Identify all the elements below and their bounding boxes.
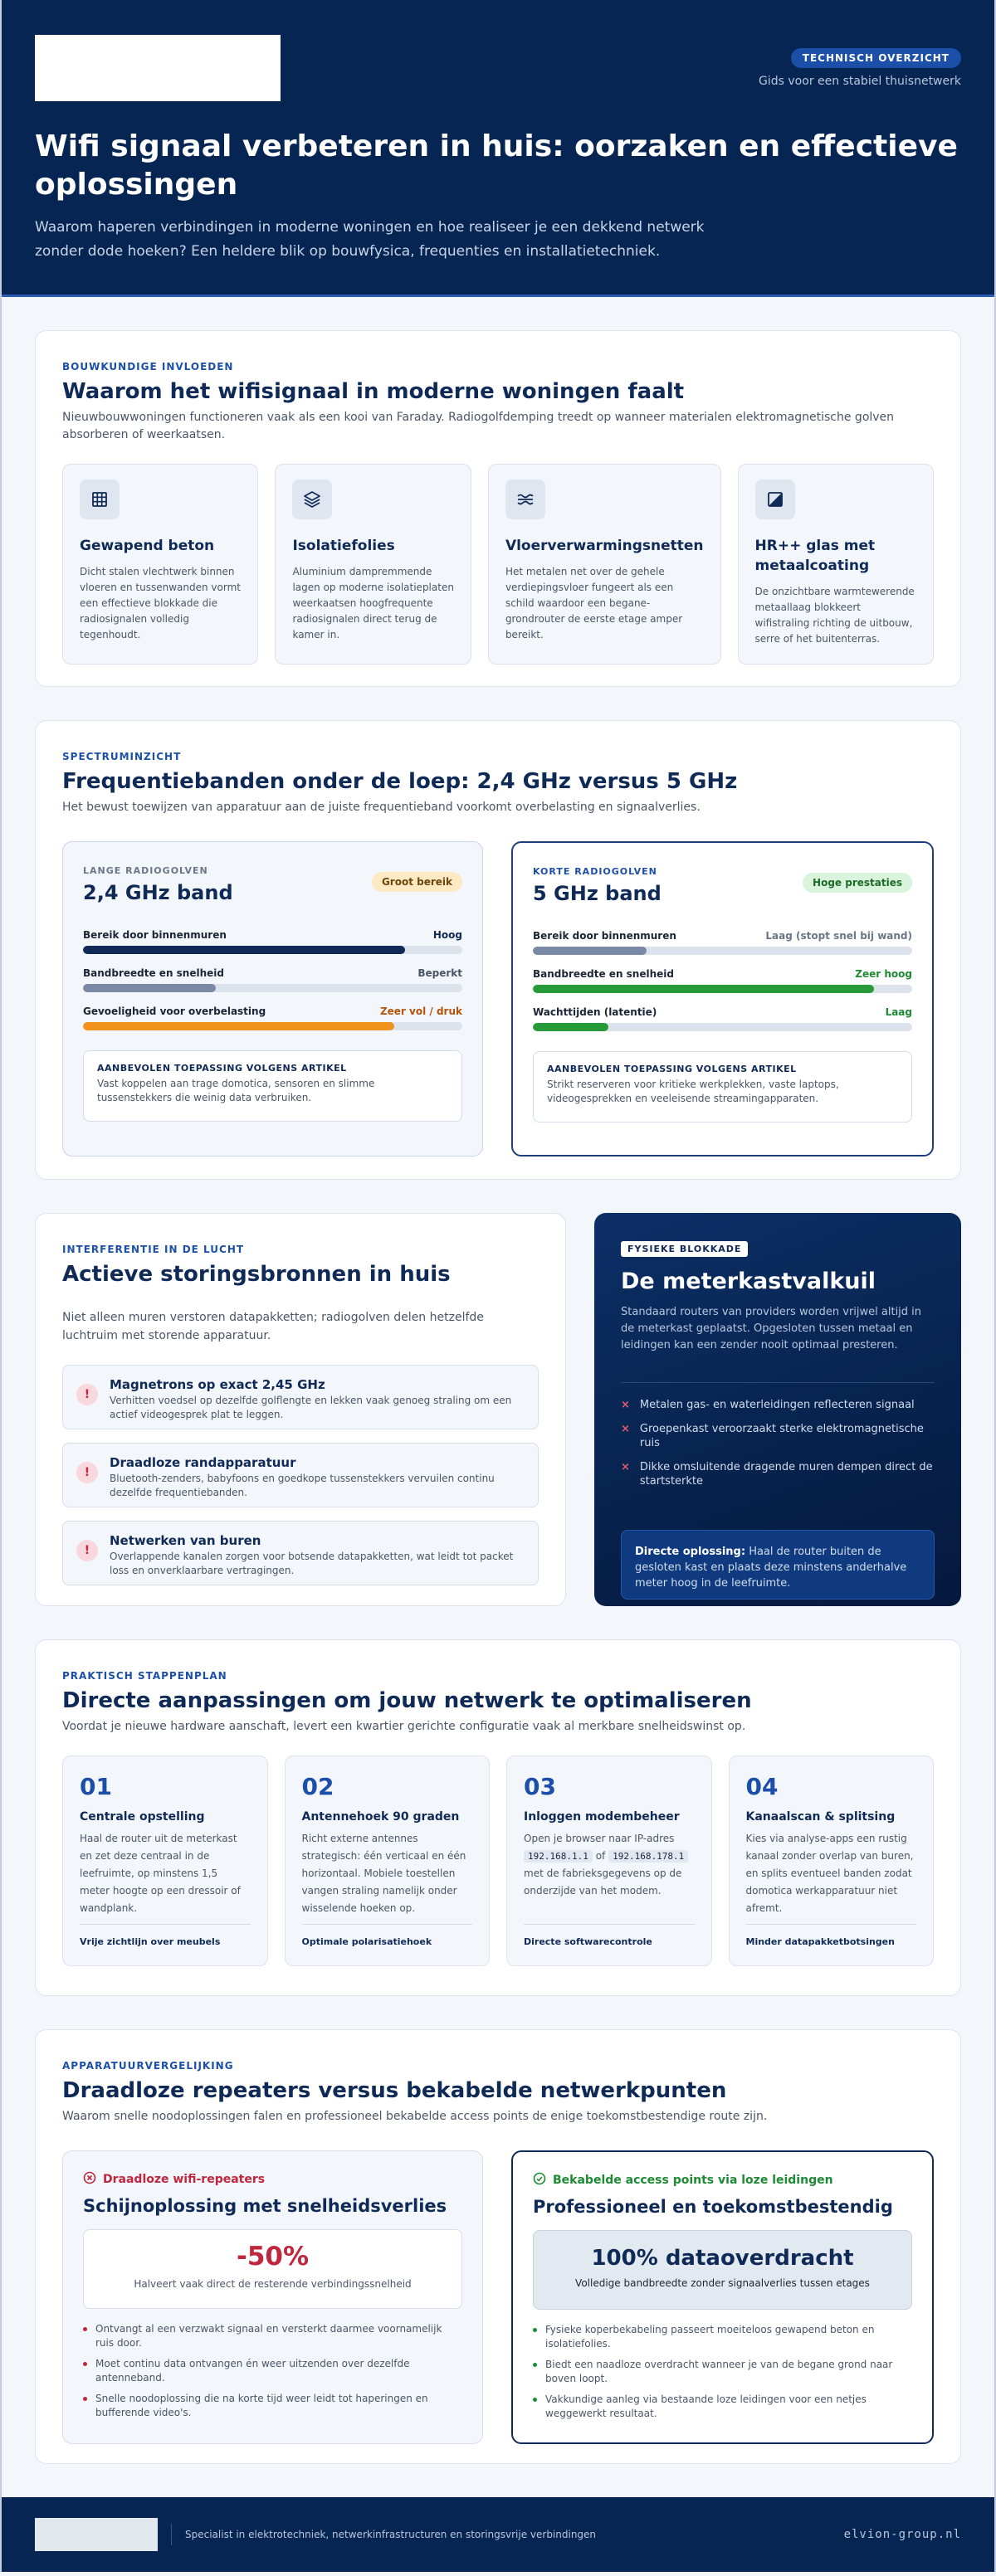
band-pill: Hoge prestaties xyxy=(803,873,912,893)
materials-grid xyxy=(62,464,934,665)
meter-fill xyxy=(83,1022,394,1030)
alert-icon: ! xyxy=(76,1540,98,1561)
card-title: Schijnoplossing met snelheidsverlies xyxy=(83,2196,447,2216)
section-title: Frequentiebanden onder de loep: 2,4 GHz versus 5 GHz xyxy=(62,769,738,794)
material-text: Het metalen net over de gehele verdiepingsvloer fungeert als een schild waardoor een begane-grondrouter de eerste etage amper bereikt. xyxy=(505,566,683,640)
step-text-part: met de fabrieksgegevens op de onderzijde van het modem. xyxy=(524,1867,682,1897)
step-number: 02 xyxy=(301,1773,334,1800)
recommendation-box xyxy=(83,1050,462,1122)
list-item xyxy=(83,2322,462,2350)
interference-row xyxy=(35,1213,961,1606)
bullet-icon xyxy=(533,2328,537,2332)
list-item xyxy=(83,2392,462,2420)
step-text: Haal de router uit de meterkast en zet deze centraal in de leefruimte, op minstens 1,5 meter hoogte op een dressoir of wandplank. xyxy=(80,1833,241,1914)
section-eyebrow: INTERFERENTIE IN DE LUCHT xyxy=(62,1244,245,1255)
steps-section xyxy=(35,1639,961,1996)
bullet-icon xyxy=(83,2397,87,2401)
recommendation-title: AANBEVOLEN TOEPASSING VOLGENS ARTIKEL xyxy=(97,1063,347,1074)
spectrum-section xyxy=(35,720,961,1180)
meter-fill xyxy=(533,947,647,955)
step-text: Kies via analyse-apps een rustig kanaal zonder overlap van buren, en splits eventueel banden zodat domotica werkapparatuur niet afremt. xyxy=(745,1833,914,1914)
recommendation-box xyxy=(533,1051,912,1122)
step-footnote: Minder datapakketbotsingen xyxy=(746,1924,917,1947)
band-pill: Groot bereik xyxy=(372,872,462,892)
step-number: 03 xyxy=(524,1773,556,1800)
step-card xyxy=(506,1755,712,1966)
band-meters xyxy=(533,930,912,1031)
compare-section xyxy=(35,2029,961,2464)
material-text: Aluminium dampremmende lagen op moderne isolatieplaten weerkaatsen hoogfrequente radiosignalen direct terug de kamer in. xyxy=(292,566,454,640)
glass-pane-icon xyxy=(755,480,795,519)
grid-icon xyxy=(80,480,120,519)
meter xyxy=(533,1006,912,1031)
step-text-part: of xyxy=(595,1850,606,1862)
meter xyxy=(83,1006,462,1030)
x-circle-icon xyxy=(83,2171,96,2188)
section-description: Het bewust toewijzen van apparatuur aan de juiste frequentieband voorkomt overbelasting en signaalverlies. xyxy=(62,801,701,814)
list-item-text: Moet continu data ontvangen én weer uitzenden over dezelfde antenneband. xyxy=(95,2358,410,2384)
meter-label: Bandbreedte en snelheid xyxy=(83,967,224,979)
comparison-cards xyxy=(62,2150,934,2444)
divider xyxy=(621,1382,935,1383)
section-title: Actieve storingsbronnen in huis xyxy=(62,1262,451,1287)
meterkast-panel xyxy=(594,1213,961,1606)
cross-icon: × xyxy=(621,1461,630,1473)
check-circle-icon xyxy=(533,2172,546,2189)
list-item-text: Biedt een naadloze overdracht wanneer je van de begane grond naar boven loopt. xyxy=(545,2359,893,2384)
meter-fill xyxy=(83,984,216,992)
list-item-text: Dikke omsluitende dragende muren dempen direct de startsterkte xyxy=(639,1461,933,1488)
page-footer xyxy=(2,2497,994,2572)
meter xyxy=(83,929,462,954)
solution-label: Directe oplossing: xyxy=(635,1546,746,1558)
meter-label: Wachttijden (latentie) xyxy=(533,1006,657,1018)
card-head-label: Bekabelde access points via loze leidingen xyxy=(553,2174,833,2187)
list-item-text: Groepenkast veroorzaakt sterke elektromagnetische ruis xyxy=(639,1423,924,1449)
alert-icon: ! xyxy=(76,1462,98,1483)
step-text-part: Open je browser naar IP-adres xyxy=(524,1833,675,1844)
blockade-list xyxy=(621,1398,935,1488)
meter-fill xyxy=(83,946,405,954)
step-card xyxy=(729,1755,935,1966)
section-title: Waarom het wifisignaal in moderne woningen faalt xyxy=(62,379,685,404)
section-description: Voordat je nieuwe hardware aanschaft, levert een kwartier gerichte configuratie vaak al merkbare snelheidswinst op. xyxy=(62,1720,746,1733)
meter-value: Hoog xyxy=(432,929,462,941)
brand-logo[interactable] xyxy=(35,35,281,101)
section-description: Waarom snelle noodoplossingen falen en professioneel bekabelde access points de enige toekomstbestendige route zijn. xyxy=(62,2110,768,2123)
stat-caption: Volledige bandbreedte zonder signaalverlies tussen etages xyxy=(575,2277,870,2289)
meter-value: Laag (stopt snel bij wand) xyxy=(765,930,912,942)
stat-box xyxy=(83,2229,462,2309)
meter xyxy=(533,968,912,993)
material-title: Gewapend beton xyxy=(80,538,215,554)
list-item xyxy=(621,1460,935,1488)
step-number: 04 xyxy=(745,1773,779,1800)
section-eyebrow: APPARATUURVERGELIJKING xyxy=(62,2060,234,2072)
bullet-icon xyxy=(533,2398,537,2402)
material-title: Isolatiefolies xyxy=(292,538,395,554)
ip-address: 192.168.178.1 xyxy=(608,1850,688,1863)
stat-box xyxy=(533,2230,912,2310)
card-title: Professioneel en toekomstbestendig xyxy=(533,2197,893,2217)
pro-list xyxy=(533,2323,912,2421)
section-title: Draadloze repeaters versus bekabelde netwerkpunten xyxy=(62,2078,727,2103)
meter-track xyxy=(533,947,912,955)
meter-track xyxy=(533,985,912,993)
threat-title: Magnetrons op exact 2,45 GHz xyxy=(110,1377,325,1392)
material-text: De onzichtbare warmtewerende metaallaag blokkeert wifistraling richting de uitbouw, serre of het buitenterras. xyxy=(754,586,915,645)
meter-fill xyxy=(533,985,874,993)
bullet-icon xyxy=(83,2327,87,2331)
meter-value: Laag xyxy=(885,1006,912,1018)
footer-logo[interactable] xyxy=(35,2518,158,2551)
steps-grid xyxy=(62,1755,934,1966)
section-title: Directe aanpassingen om jouw netwerk te optimaliseren xyxy=(62,1688,752,1713)
card-head xyxy=(83,2171,462,2188)
section-description: Niet alleen muren verstoren datapakketten; radiogolven delen hetzelfde luchtruim met storende apparatuur. xyxy=(62,1311,484,1342)
stat-value: -50% xyxy=(236,2242,310,2272)
step-number: 01 xyxy=(80,1773,112,1800)
list-item xyxy=(621,1422,935,1450)
threat-item xyxy=(62,1521,539,1585)
meter xyxy=(83,967,462,992)
stat-value: 100% dataoverdracht xyxy=(591,2246,854,2271)
recommendation-text: Strikt reserveren voor kritieke werkplekken, vaste laptops, videogesprekken en veeleisende streamingapparaten. xyxy=(547,1079,839,1104)
list-item-text: Vakkundige aanleg via bestaande loze leidingen voor een netjes weggewerkt resultaat. xyxy=(545,2393,867,2419)
step-footnote: Optimale polarisatiehoek xyxy=(302,1924,473,1947)
material-card xyxy=(62,464,258,665)
list-item-text: Metalen gas- en waterleidingen reflecteren signaal xyxy=(639,1399,915,1411)
list-item xyxy=(621,1398,935,1412)
cross-icon: × xyxy=(621,1423,630,1435)
cross-icon: × xyxy=(621,1399,630,1411)
meter-label: Bereik door binnenmuren xyxy=(83,929,227,941)
bullet-icon xyxy=(533,2363,537,2367)
step-card xyxy=(62,1755,268,1966)
material-card xyxy=(738,464,934,665)
band-meters xyxy=(83,929,462,1030)
footer-domain-link[interactable]: elvion-group.nl xyxy=(843,2528,961,2541)
step-title: Kanaalscan & splitsing xyxy=(745,1810,896,1824)
band-title: 2,4 GHz band xyxy=(83,881,233,904)
solution-text: Haal de router buiten de gesloten kast en plaats deze minstens anderhalve meter hoog in de leefruimte. xyxy=(635,1546,907,1590)
step-title: Inloggen modembeheer xyxy=(524,1810,680,1824)
list-item-text: Ontvangt al een verzwakt signaal en versterkt daarmee voornamelijk ruis door. xyxy=(95,2323,442,2349)
material-title: HR++ glas met metaalcoating xyxy=(754,538,876,574)
access-point-card xyxy=(511,2150,934,2444)
hero-header xyxy=(2,0,994,297)
layers-icon xyxy=(292,480,332,519)
step-text: Richt externe antennes strategisch: één verticaal en één horizontaal. Mobiele toestellen vangen straling namelijk onder wisselende hoeken op. xyxy=(301,1833,466,1914)
material-card xyxy=(488,464,721,665)
list-item-text: Fysieke koperbekabeling passeert moeiteloos gewapend beton en isolatiefolies. xyxy=(545,2324,875,2350)
footer-tagline: Specialist in elektrotechniek, netwerkinfrastructuren en storingsvrije verbindingen xyxy=(185,2529,597,2540)
card-head-label: Draadloze wifi-repeaters xyxy=(103,2173,266,2186)
band-title: 5 GHz band xyxy=(533,882,662,905)
threat-item xyxy=(62,1365,539,1429)
recommendation-title: AANBEVOLEN TOEPASSING VOLGENS ARTIKEL xyxy=(547,1064,797,1074)
hero-subtitle: Gids voor een stabiel thuisnetwerk xyxy=(759,75,961,88)
meter-track xyxy=(83,984,462,992)
overview-badge: TECHNISCH OVERZICHT xyxy=(791,48,961,68)
section-description: Nieuwbouwwoningen functioneren vaak als een kooi van Faraday. Radiogolfdemping treedt op wanneer materialen elektromagnetische golven absorberen of weerkaatsen. xyxy=(62,411,895,441)
threat-text: Bluetooth-zenders, babyfoons en goedkope tussenstekkers vervuilen continu dezelfde frequentiebanden. xyxy=(110,1473,495,1498)
card-head xyxy=(533,2172,912,2189)
repeater-card xyxy=(62,2150,483,2444)
meter-track xyxy=(533,1023,912,1031)
meter-track xyxy=(83,1022,462,1030)
meter-label: Gevoeligheid voor overbelasting xyxy=(83,1006,266,1017)
threat-list xyxy=(62,1365,539,1585)
list-item xyxy=(83,2357,462,2385)
step-footnote: Vrije zichtlijn over meubels xyxy=(80,1924,251,1947)
list-item xyxy=(533,2358,912,2386)
step-footnote: Directe softwarecontrole xyxy=(524,1924,695,1947)
section-eyebrow: SPECTRUMINZICHT xyxy=(62,751,182,762)
alert-icon: ! xyxy=(76,1384,98,1405)
blockade-badge: FYSIEKE BLOKKADE xyxy=(621,1241,748,1257)
threat-text: Overlappende kanalen zorgen voor botsende datapakketten, wat leidt tot packet loss en onverklaarbare vertragingen. xyxy=(110,1551,514,1576)
meter-label: Bandbreedte en snelheid xyxy=(533,968,674,980)
solution-box xyxy=(621,1530,935,1600)
list-item xyxy=(533,2323,912,2351)
material-title: Vloerverwarmingsnetten xyxy=(505,538,704,554)
bullet-icon xyxy=(83,2362,87,2366)
section-eyebrow: PRAKTISCH STAPPENPLAN xyxy=(62,1670,227,1682)
stat-caption: Halveert vaak direct de resterende verbindingssnelheid xyxy=(134,2278,412,2290)
footer-divider xyxy=(171,2524,172,2545)
step-title: Centrale opstelling xyxy=(80,1810,205,1824)
page-title: Wifi signaal verbeteren in huis: oorzaken en effectieve oplossingen xyxy=(35,129,958,202)
meter-track xyxy=(83,946,462,954)
threat-text: Verhitten voedsel op dezelfde golflengte en lekken vaak genoeg straling om een actief videogesprek plat te leggen. xyxy=(110,1395,512,1420)
list-item xyxy=(533,2393,912,2421)
panel-text: Standaard routers van providers worden vrijwel altijd in de meterkast geplaatst. Opgesloten tussen metaal en leidingen kan een zender nooit optimaal presteren. xyxy=(621,1306,922,1351)
step-text xyxy=(524,1830,695,1900)
band-comparison xyxy=(62,841,934,1157)
threat-title: Draadloze randapparatuur xyxy=(110,1455,296,1470)
meter-value: Zeer vol / druk xyxy=(379,1006,462,1017)
page-intro: Waarom haperen verbindingen in moderne woningen en hoe realiseer je een dekkend netwerk zonder dode hoeken? Een heldere blik op bouwfysica, frequenties en installatietechniek. xyxy=(35,219,705,260)
meter-value: Zeer hoog xyxy=(855,968,912,980)
meter-value: Beperkt xyxy=(417,967,462,979)
material-text: Dicht stalen vlechtwerk binnen vloeren en tussenwanden vormt een effectieve blokkade die radiosignalen volledig tegenhoudt. xyxy=(80,566,241,640)
material-card xyxy=(275,464,471,665)
waves-icon xyxy=(505,480,545,519)
threat-title: Netwerken van buren xyxy=(110,1533,261,1548)
meter-fill xyxy=(533,1023,608,1031)
recommendation-text: Vast koppelen aan trage domotica, sensoren en slimme tussenstekkers die weinig data verbruiken. xyxy=(97,1078,375,1103)
interference-section xyxy=(35,1213,566,1606)
band-card-5ghz xyxy=(511,841,934,1157)
meter xyxy=(533,930,912,955)
panel-title: De meterkastvalkuil xyxy=(621,1269,876,1294)
hero-meta xyxy=(759,48,961,88)
materials-section xyxy=(35,330,961,687)
band-eyebrow: KORTE RADIOGOLVEN xyxy=(533,866,657,877)
con-list xyxy=(83,2322,462,2420)
meter-label: Bereik door binnenmuren xyxy=(533,930,676,942)
step-card xyxy=(285,1755,491,1966)
list-item-text: Snelle noodoplossing die na korte tijd weer leidt tot haperingen en bufferende video's. xyxy=(95,2393,428,2418)
band-card-24ghz xyxy=(62,841,483,1157)
ip-address: 192.168.1.1 xyxy=(524,1850,593,1863)
threat-item xyxy=(62,1443,539,1507)
band-eyebrow: LANGE RADIOGOLVEN xyxy=(83,865,208,876)
section-eyebrow: BOUWKUNDIGE INVLOEDEN xyxy=(62,361,234,373)
step-title: Antennehoek 90 graden xyxy=(301,1810,460,1824)
